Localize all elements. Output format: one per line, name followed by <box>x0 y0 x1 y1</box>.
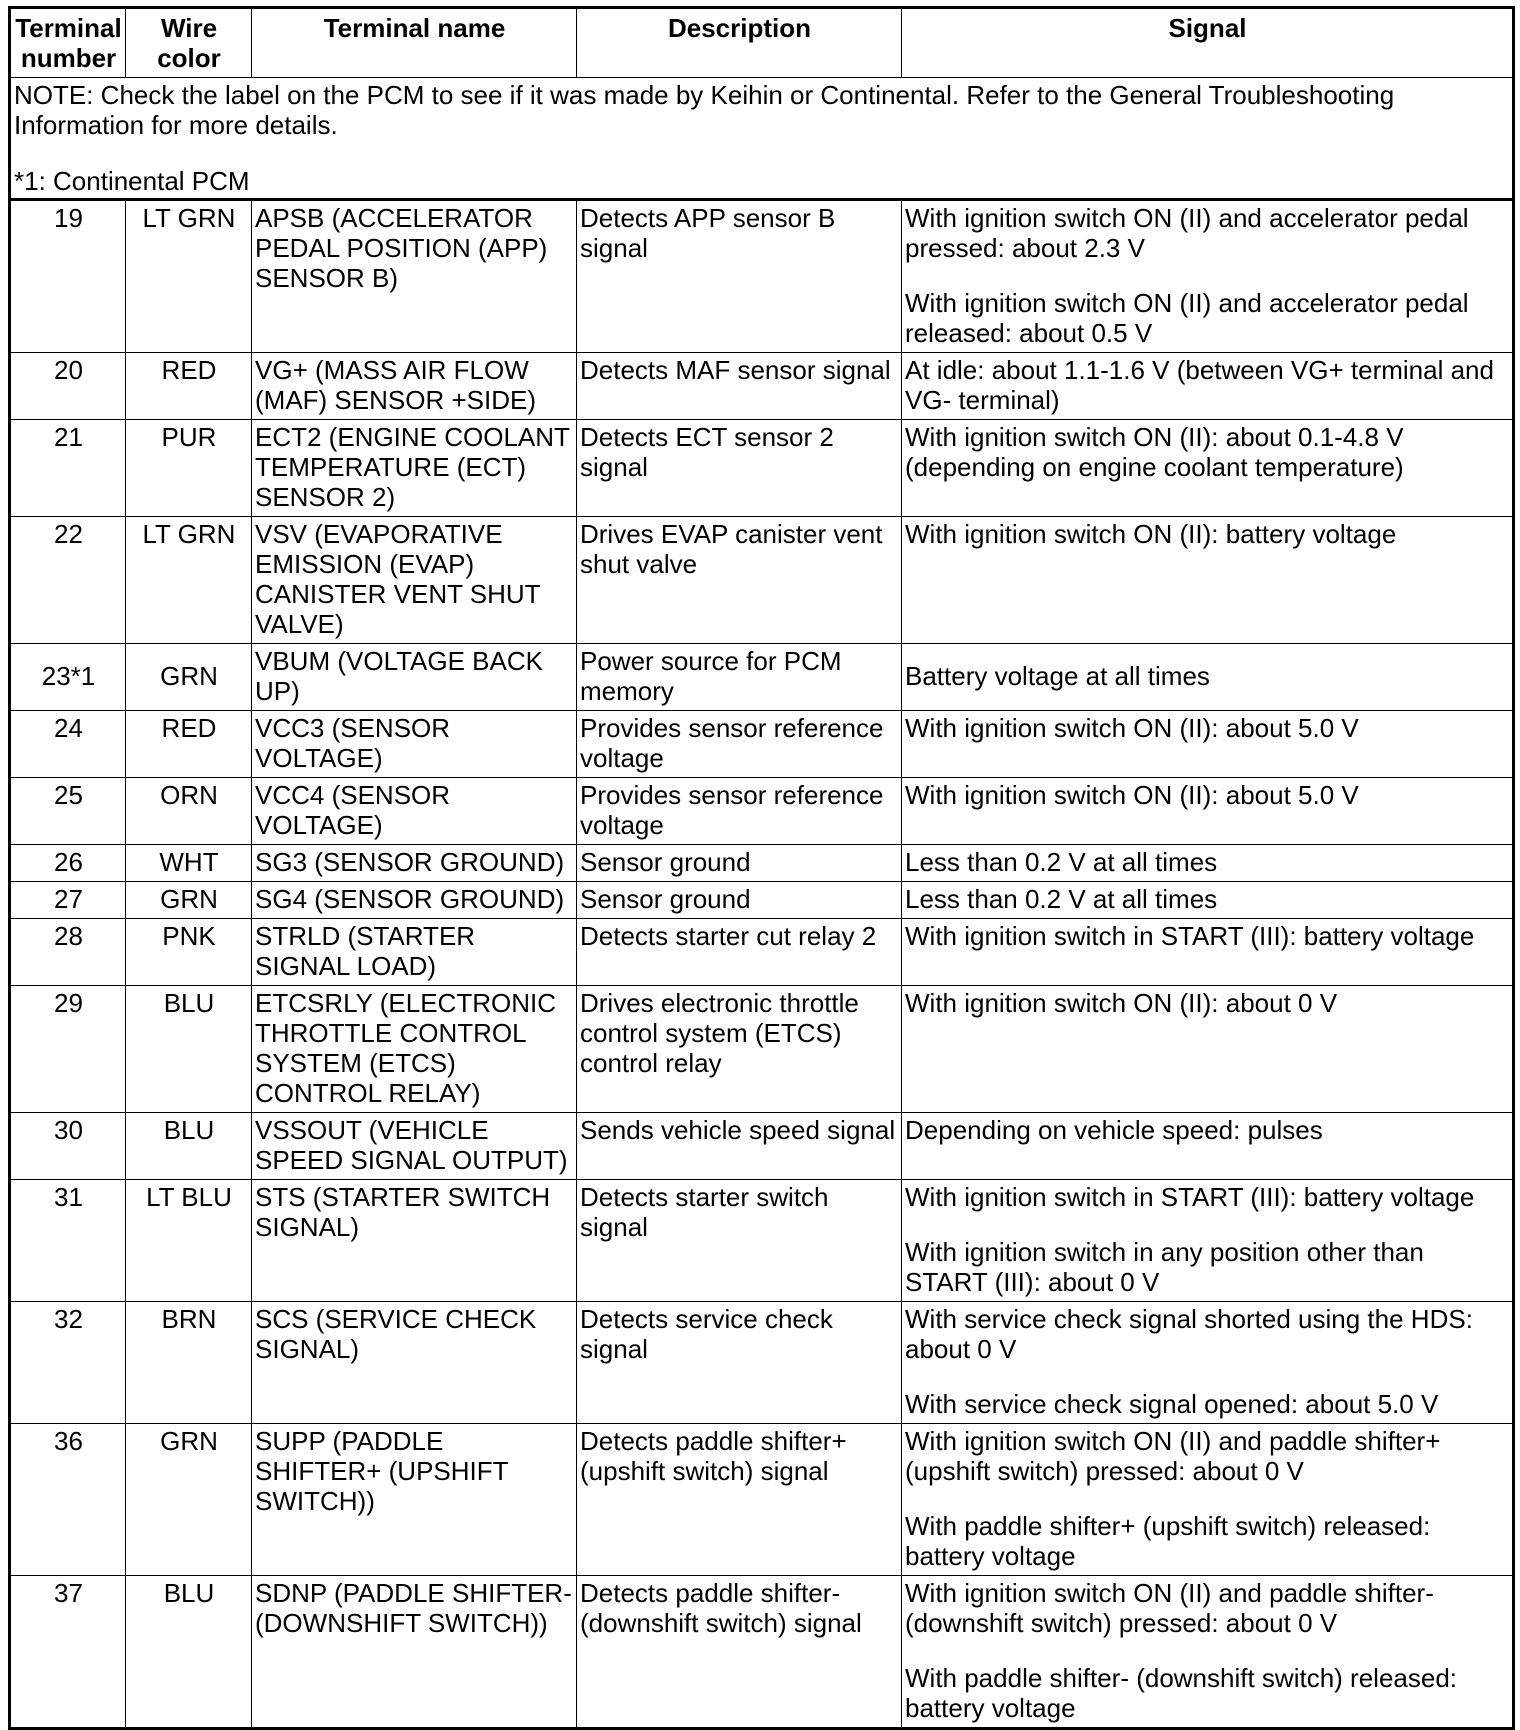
terminal-name: SG3 (SENSOR GROUND) <box>252 845 577 882</box>
signal-line: With ignition switch ON (II) and accelerator pedal released: about 0.5 V <box>905 288 1469 348</box>
table-row <box>10 919 1514 986</box>
signal-line: With ignition switch ON (II): about 5.0 V <box>905 780 1359 810</box>
wire-color: BLU <box>126 986 252 1113</box>
table-row <box>10 1424 1514 1576</box>
wire-color: BLU <box>126 1113 252 1180</box>
signal-line: Depending on vehicle speed: pulses <box>905 1115 1323 1145</box>
signal <box>902 644 1514 711</box>
signal <box>902 1113 1514 1180</box>
wire-color: BLU <box>126 1576 252 1729</box>
signal-line: With paddle shifter- (downshift switch) released: battery voltage <box>905 1663 1458 1723</box>
table-row <box>10 986 1514 1113</box>
terminal-number: 24 <box>10 711 126 778</box>
description: Detects starter cut relay 2 <box>577 919 902 986</box>
description: Detects paddle shifter- (downshift switch) signal <box>577 1576 902 1729</box>
wire-color: LT GRN <box>126 517 252 644</box>
signal <box>902 1180 1514 1302</box>
signal-line: With ignition switch in START (III): battery voltage <box>905 1182 1475 1212</box>
signal <box>902 1302 1514 1424</box>
table-row <box>10 1180 1514 1302</box>
table-row <box>10 1113 1514 1180</box>
terminal-number: 30 <box>10 1113 126 1180</box>
wire-color: GRN <box>126 882 252 919</box>
description: Sensor ground <box>577 882 902 919</box>
table-row <box>10 1576 1514 1729</box>
description: Provides sensor reference voltage <box>577 711 902 778</box>
signal-line: Less than 0.2 V at all times <box>905 847 1218 877</box>
note-text: NOTE: Check the label on the PCM to see if it was made by Keihin or Continental. Refer to the General Troubleshooting Information for more details. <box>14 80 1395 140</box>
wire-color: LT GRN <box>126 200 252 353</box>
terminal-name: STRLD (STARTER SIGNAL LOAD) <box>252 919 577 986</box>
signal-line: With ignition switch in any position other than START (III): about 0 V <box>905 1237 1424 1297</box>
signal <box>902 986 1514 1113</box>
terminal-number: 23*1 <box>10 644 126 711</box>
description: Detects MAF sensor signal <box>577 353 902 420</box>
terminal-number: 25 <box>10 778 126 845</box>
signal <box>902 420 1514 517</box>
note-footnote: *1: Continental PCM <box>14 166 250 196</box>
header-terminal-number: Terminal number <box>10 8 126 78</box>
signal <box>902 778 1514 845</box>
description: Detects APP sensor B signal <box>577 200 902 353</box>
note-row <box>10 78 1514 200</box>
signal-line: With ignition switch ON (II) and paddle shifter+ (upshift switch) pressed: about 0 V <box>905 1426 1441 1486</box>
terminal-name: SUPP (PADDLE SHIFTER+ (UPSHIFT SWITCH)) <box>252 1424 577 1576</box>
signal-line: With paddle shifter+ (upshift switch) released: battery voltage <box>905 1511 1431 1571</box>
wire-color: GRN <box>126 1424 252 1576</box>
terminal-number: 37 <box>10 1576 126 1729</box>
terminal-number: 20 <box>10 353 126 420</box>
description: Detects service check signal <box>577 1302 902 1424</box>
header-terminal-name: Terminal name <box>252 8 577 78</box>
description: Sends vehicle speed signal <box>577 1113 902 1180</box>
terminal-name: SDNP (PADDLE SHIFTER- (DOWNSHIFT SWITCH)) <box>252 1576 577 1729</box>
wire-color: ORN <box>126 778 252 845</box>
terminal-name: SG4 (SENSOR GROUND) <box>252 882 577 919</box>
signal-line: With ignition switch ON (II) and accelerator pedal pressed: about 2.3 V <box>905 203 1469 263</box>
terminal-number: 31 <box>10 1180 126 1302</box>
terminal-number: 22 <box>10 517 126 644</box>
terminal-number: 26 <box>10 845 126 882</box>
table-row <box>10 420 1514 517</box>
description: Drives electronic throttle control system (ETCS) control relay <box>577 986 902 1113</box>
description: Detects ECT sensor 2 signal <box>577 420 902 517</box>
terminal-name: VCC3 (SENSOR VOLTAGE) <box>252 711 577 778</box>
description: Drives EVAP canister vent shut valve <box>577 517 902 644</box>
table-row <box>10 845 1514 882</box>
signal-line: With service check signal shorted using the HDS: about 0 V <box>905 1304 1473 1364</box>
signal <box>902 711 1514 778</box>
table-row <box>10 517 1514 644</box>
terminal-table-page <box>8 6 1512 1730</box>
table-row <box>10 200 1514 353</box>
header-row <box>10 8 1514 78</box>
table-row <box>10 353 1514 420</box>
terminal-name: SCS (SERVICE CHECK SIGNAL) <box>252 1302 577 1424</box>
signal <box>902 919 1514 986</box>
terminal-number: 21 <box>10 420 126 517</box>
terminal-name: ECT2 (ENGINE COOLANT TEMPERATURE (ECT) SENSOR 2) <box>252 420 577 517</box>
wire-color: GRN <box>126 644 252 711</box>
signal <box>902 200 1514 353</box>
terminal-number: 19 <box>10 200 126 353</box>
signal <box>902 353 1514 420</box>
terminal-name: VBUM (VOLTAGE BACK UP) <box>252 644 577 711</box>
terminal-name: VSSOUT (VEHICLE SPEED SIGNAL OUTPUT) <box>252 1113 577 1180</box>
signal <box>902 1576 1514 1729</box>
signal-line: With ignition switch ON (II) and paddle shifter- (downshift switch) pressed: about 0 V <box>905 1578 1434 1638</box>
signal-line: With ignition switch ON (II): about 0.1-4.8 V (depending on engine coolant temperature) <box>905 422 1404 482</box>
pcm-terminal-table <box>8 6 1515 1730</box>
signal <box>902 1424 1514 1576</box>
signal-line: At idle: about 1.1-1.6 V (between VG+ terminal and VG- terminal) <box>905 355 1494 415</box>
table-row <box>10 644 1514 711</box>
terminal-number: 29 <box>10 986 126 1113</box>
terminal-number: 28 <box>10 919 126 986</box>
note-cell <box>10 78 1514 200</box>
description: Detects paddle shifter+ (upshift switch) signal <box>577 1424 902 1576</box>
wire-color: RED <box>126 353 252 420</box>
signal-line: With ignition switch ON (II): battery voltage <box>905 519 1397 549</box>
terminal-number: 36 <box>10 1424 126 1576</box>
signal-line: Battery voltage at all times <box>905 661 1210 691</box>
terminal-number: 32 <box>10 1302 126 1424</box>
table-row <box>10 1302 1514 1424</box>
header-wire-color: Wire color <box>126 8 252 78</box>
terminal-name: ETCSRLY (ELECTRONIC THROTTLE CONTROL SYSTEM (ETCS) CONTROL RELAY) <box>252 986 577 1113</box>
description: Detects starter switch signal <box>577 1180 902 1302</box>
table-row <box>10 882 1514 919</box>
terminal-name: VSV (EVAPORATIVE EMISSION (EVAP) CANISTER VENT SHUT VALVE) <box>252 517 577 644</box>
terminal-name: APSB (ACCELERATOR PEDAL POSITION (APP) SENSOR B) <box>252 200 577 353</box>
table-row <box>10 778 1514 845</box>
description: Power source for PCM memory <box>577 644 902 711</box>
signal <box>902 517 1514 644</box>
table-row <box>10 711 1514 778</box>
terminal-number: 27 <box>10 882 126 919</box>
signal <box>902 845 1514 882</box>
signal-line: Less than 0.2 V at all times <box>905 884 1218 914</box>
signal-line: With ignition switch ON (II): about 5.0 V <box>905 713 1359 743</box>
wire-color: PNK <box>126 919 252 986</box>
wire-color: RED <box>126 711 252 778</box>
header-description: Description <box>577 8 902 78</box>
signal-line: With ignition switch ON (II): about 0 V <box>905 988 1338 1018</box>
wire-color: PUR <box>126 420 252 517</box>
wire-color: WHT <box>126 845 252 882</box>
description: Provides sensor reference voltage <box>577 778 902 845</box>
header-signal: Signal <box>902 8 1514 78</box>
terminal-name: VG+ (MASS AIR FLOW (MAF) SENSOR +SIDE) <box>252 353 577 420</box>
terminal-name: VCC4 (SENSOR VOLTAGE) <box>252 778 577 845</box>
wire-color: BRN <box>126 1302 252 1424</box>
signal-line: With service check signal opened: about 5.0 V <box>905 1389 1439 1419</box>
description: Sensor ground <box>577 845 902 882</box>
wire-color: LT BLU <box>126 1180 252 1302</box>
signal <box>902 882 1514 919</box>
terminal-name: STS (STARTER SWITCH SIGNAL) <box>252 1180 577 1302</box>
signal-line: With ignition switch in START (III): battery voltage <box>905 921 1475 951</box>
